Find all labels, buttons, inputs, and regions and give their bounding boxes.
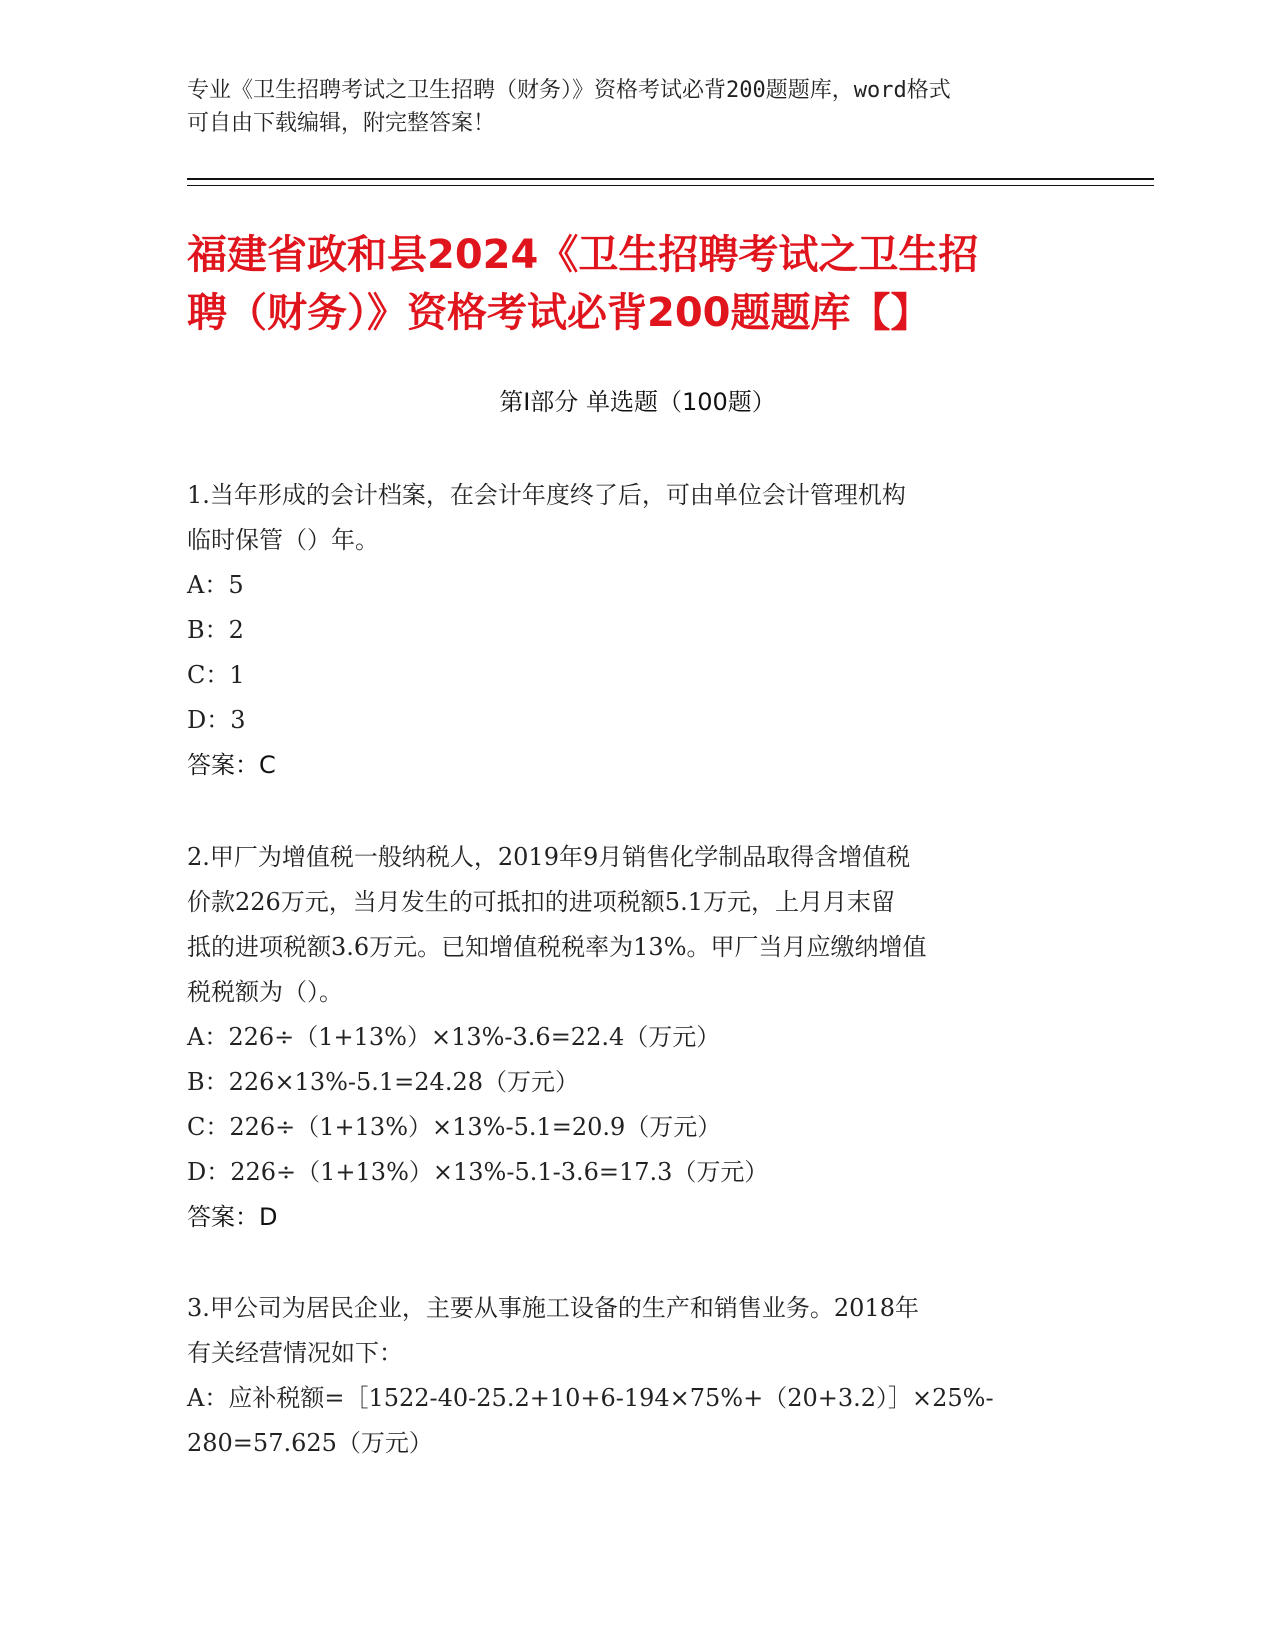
option-c: C：226÷（1+13%）×13%-5.1=20.9（万元） [187,1113,722,1141]
document-title [187,226,1087,342]
option-a-continued: 280=57.625（万元） [187,1429,433,1457]
option-a: A：5 [187,571,244,599]
section-heading: 第I部分 单选题（100题） [499,388,776,416]
option-b: B：2 [187,616,244,644]
answer-text: 答案：C [187,751,276,779]
header-divider-thick [187,178,1154,180]
header-note-line: 专业《卫生招聘考试之卫生招聘（财务）》资格考试必背200题题库，word格式 [187,78,951,103]
question-block [187,473,1087,788]
document-title-line: 福建省政和县2024《卫生招聘考试之卫生招 [187,232,979,278]
option-a: A：226÷（1+13%）×13%-3.6=22.4（万元） [187,1023,721,1051]
answer-text: 答案：D [187,1203,278,1231]
question-stem-line: 1.当年形成的会计档案，在会计年度终了后，可由单位会计管理机构 [187,481,906,509]
header-divider-thin [187,185,1154,186]
question-stem-line: 临时保管（）年。 [187,526,379,554]
document-title-line: 聘（财务）》资格考试必背200题题库【】 [187,290,931,336]
option-a: A：应补税额=［1522-40-25.2+10+6-194×75%+（20+3.2）］×25%- [187,1384,994,1412]
option-c: C：1 [187,661,245,689]
question-stem-line: 有关经营情况如下： [187,1339,403,1367]
option-d: D：3 [187,706,246,734]
question-stem-line: 抵的进项税额3.6万元。已知增值税税率为13%。甲厂当月应缴纳增值 [187,933,927,961]
header-note-line: 可自由下载编辑，附完整答案！ [187,111,496,136]
question-stem-line: 税税额为（）。 [187,978,343,1006]
question-block [187,835,1087,1240]
option-d: D：226÷（1+13%）×13%-5.1-3.6=17.3（万元） [187,1158,769,1186]
question-stem-line: 3.甲公司为居民企业，主要从事施工设备的生产和销售业务。2018年 [187,1294,919,1322]
question-stem-line: 价款226万元，当月发生的可抵扣的进项税额5.1万元，上月月末留 [187,888,895,916]
option-b: B：226×13%-5.1=24.28（万元） [187,1068,579,1096]
question-block [187,1286,1087,1466]
question-stem-line: 2.甲厂为增值税一般纳税人，2019年9月销售化学制品取得含增值税 [187,843,911,871]
header-note [187,74,1067,140]
